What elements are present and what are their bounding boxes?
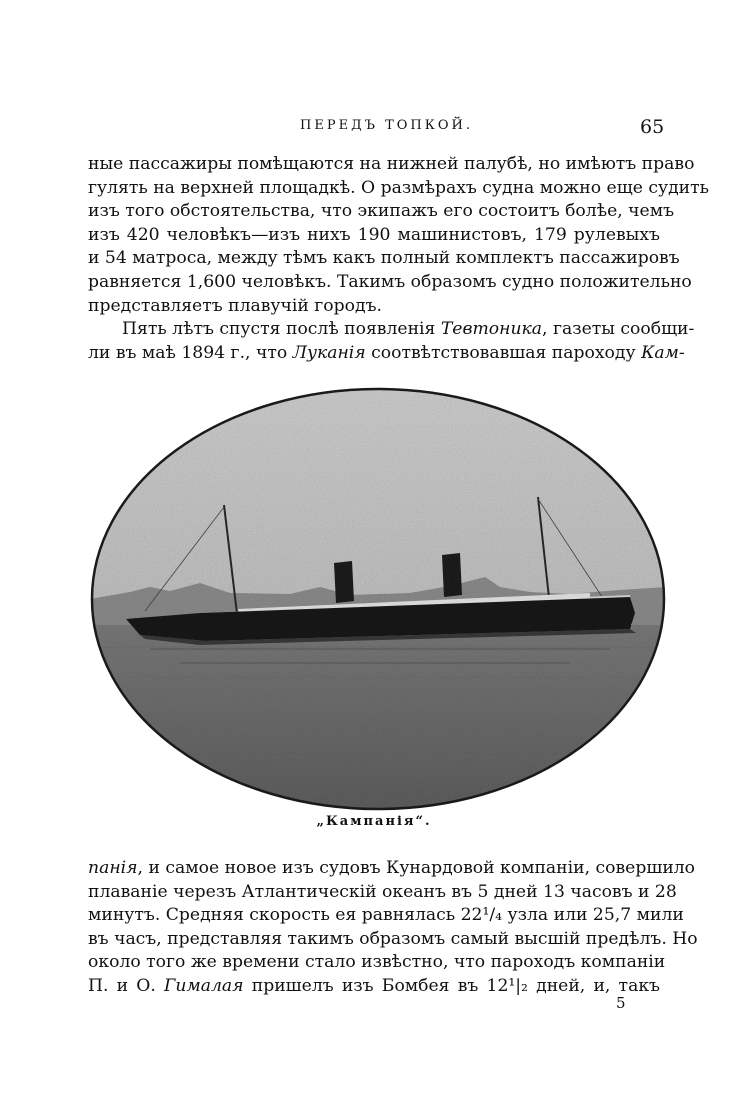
text-line: и 54 матроса, между тѣмъ какъ полный комплектъ пассажировъ (88, 248, 680, 269)
text-fragment: пришелъ изъ Бомбея въ 12¹|₂ дней, и, такъ (243, 975, 660, 996)
text-line: изъ того обстоятельства, что экипажъ его состоитъ болѣе, чемъ (88, 201, 675, 222)
text-line: минутъ. Средняя скорость ея равнялась 22¹/₄ узла или 25,7 мили (88, 905, 684, 926)
body-text-top (88, 153, 709, 365)
ship-name-lucania: Луканія (292, 342, 366, 363)
running-head (0, 116, 748, 140)
ship-photograph (90, 387, 666, 811)
ship-name-campania: Кам- (641, 342, 685, 363)
page-number: 65 (640, 116, 665, 138)
figure-caption: „Кампанія“. (316, 814, 432, 829)
text-fragment: , газеты сообщи- (542, 319, 695, 340)
text-fragment: , и самое новое изъ судовъ Кунардовой компаніи, совершило (137, 858, 696, 878)
text-fragment: П. и О. (88, 975, 165, 996)
body-text-bottom (88, 857, 698, 999)
text-line: гулять на верхней площадкѣ. О размѣрахъ судна можно еще судить (88, 177, 709, 198)
text-line: представляетъ плавучій городъ. (88, 295, 382, 316)
ship-name-campania: панія (88, 858, 138, 878)
text-line: изъ 420 человѣкъ—изъ нихъ 190 машинистовъ, 179 рулевыхъ (88, 224, 660, 245)
text-fragment: Пять лѣтъ спустя послѣ появленія (122, 319, 441, 340)
ship-name-himalaya: Гималая (164, 975, 244, 996)
text-line: въ часъ, представляя такимъ образомъ самый высшій предѣлъ. Но (88, 928, 698, 949)
text-fragment: ли въ маѣ 1894 г., что (88, 342, 293, 363)
text-line (88, 857, 696, 881)
text-line: ные пассажиры помѣщаются на нижней палубѣ, но имѣютъ право (88, 154, 695, 174)
text-fragment: соотвѣтствовавшая пароходу (365, 342, 642, 363)
ship-name-teutonic: Тевтоника (440, 319, 543, 340)
running-title: ПЕРЕДЪ ТОПКОЙ. (300, 118, 473, 133)
text-line (88, 342, 685, 366)
text-line (88, 975, 660, 999)
ship-photograph-image (90, 387, 666, 811)
text-line: плаваніе черезъ Атлантическій океанъ въ 5 дней 13 часовъ и 28 (88, 881, 677, 902)
text-line (88, 318, 695, 342)
text-line: около того же времени стало извѣстно, что пароходъ компаніи (88, 952, 666, 973)
text-line: равняется 1,600 человѣкъ. Такимъ образомъ судно положительно (88, 271, 692, 292)
signature-mark: 5 (616, 994, 626, 1012)
